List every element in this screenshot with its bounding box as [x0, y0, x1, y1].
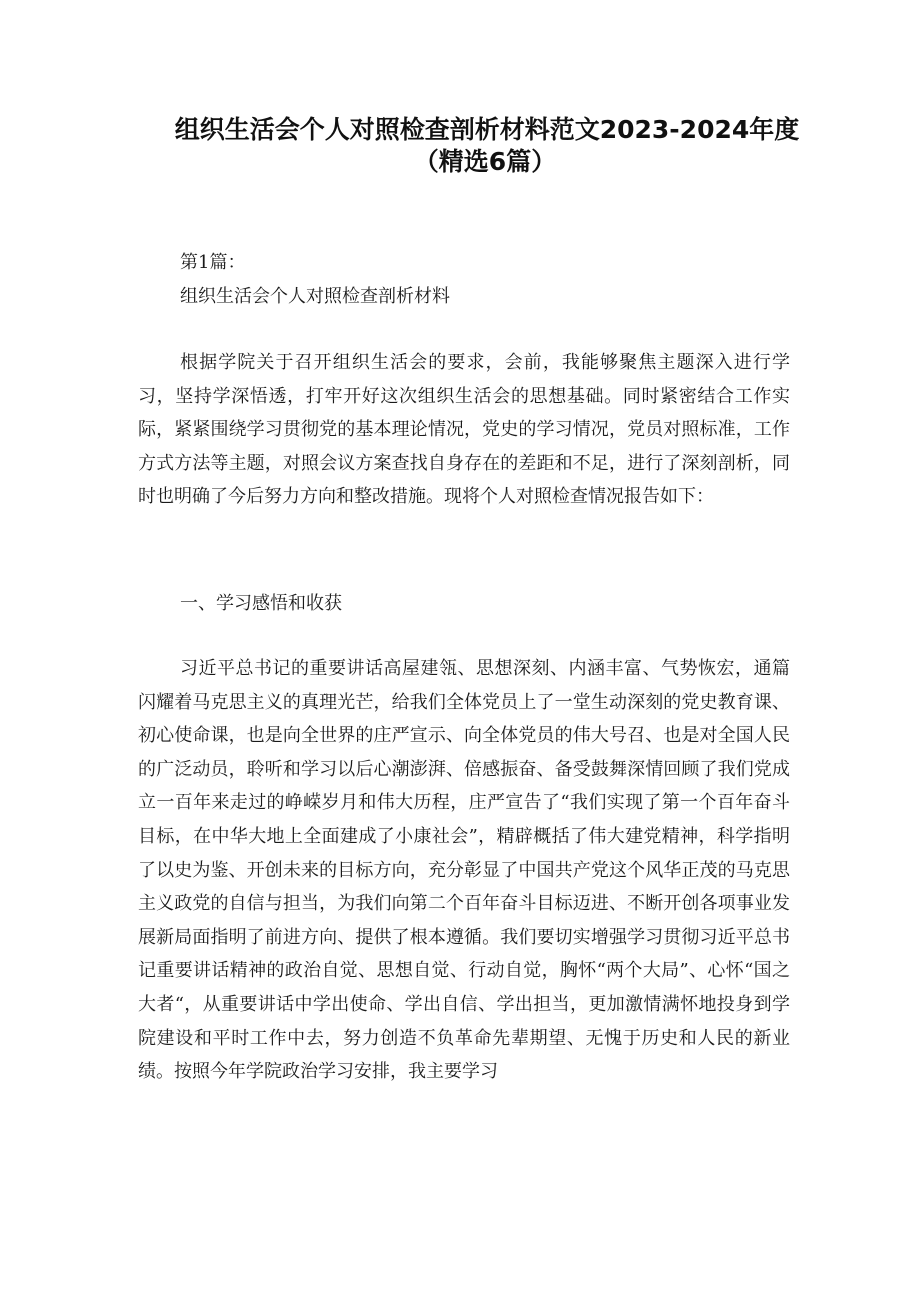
chapter-subtitle: 组织生活会个人对照检查剖析材料: [180, 286, 450, 307]
paragraph-intro: 根据学院关于召开组织生活会的要求，会前，我能够聚焦主题深入进行学习，坚持学深悟透，打牢开好这次组织生活会的思想基础。同时紧密结合工作实际，紧紧围绕学习贯彻党的基本理论情况，党史的学习情况，党员对照标准，工作方式方法等主题，对照会议方案查找自身存在的差距和不足，进行了深刻剖析，同时也明确了今后努力方向和整改措施。现将个人对照检查情况报告如下：: [138, 352, 790, 508]
paragraph-learning: 习近平总书记的重要讲话高屋建瓴、思想深刻、内涵丰富、气势恢宏，通篇闪耀着马克思主义的真理光芒，给我们全体党员上了一堂生动深刻的党史教育课、初心使命课，也是向全世界的庄严宣示、向全体党员的伟大号召、也是对全国人民的广泛动员，聆听和学习以后心潮澎湃、倍感振奋、备受鼓舞深情回顾了我们党成立一百年来走过的峥嵘岁月和伟大历程，庄严宣告了“我们实现了第一个百年奋斗目标，在中华大地上全面建成了小康社会”，精辟概括了伟大建党精神，科学指明了以史为鉴、开创未来的目标方向，充分彰显了中国共产党这个风华正茂的马克思主义政党的自信与担当，为我们向第二个百年奋斗目标迈进、不断开创各项事业发展新局面指明了前进方向、提供了根本遵循。我们要切实增强学习贯彻习近平总书记重要讲话精神的政治自觉、思想自觉、行动自觉，胸怀“两个大局”、心怀“国之大者“，从重要讲话中学出使命、学出自信、学出担当，更加激情满怀地投身到学院建设和平时工作中去，努力创造不负革命先辈期望、无愧于历史和人民的新业绩。按照今年学院政治学习安排，我主要学习: [138, 658, 790, 1083]
chapter-label: 第1篇：: [180, 252, 246, 273]
section-heading: 一、学习感悟和收获: [180, 593, 342, 614]
document-title: 组织生活会个人对照检查剖析材料范文2023-2024年度: [174, 115, 800, 144]
document-title-subtitle: （精选6篇）: [413, 147, 557, 176]
